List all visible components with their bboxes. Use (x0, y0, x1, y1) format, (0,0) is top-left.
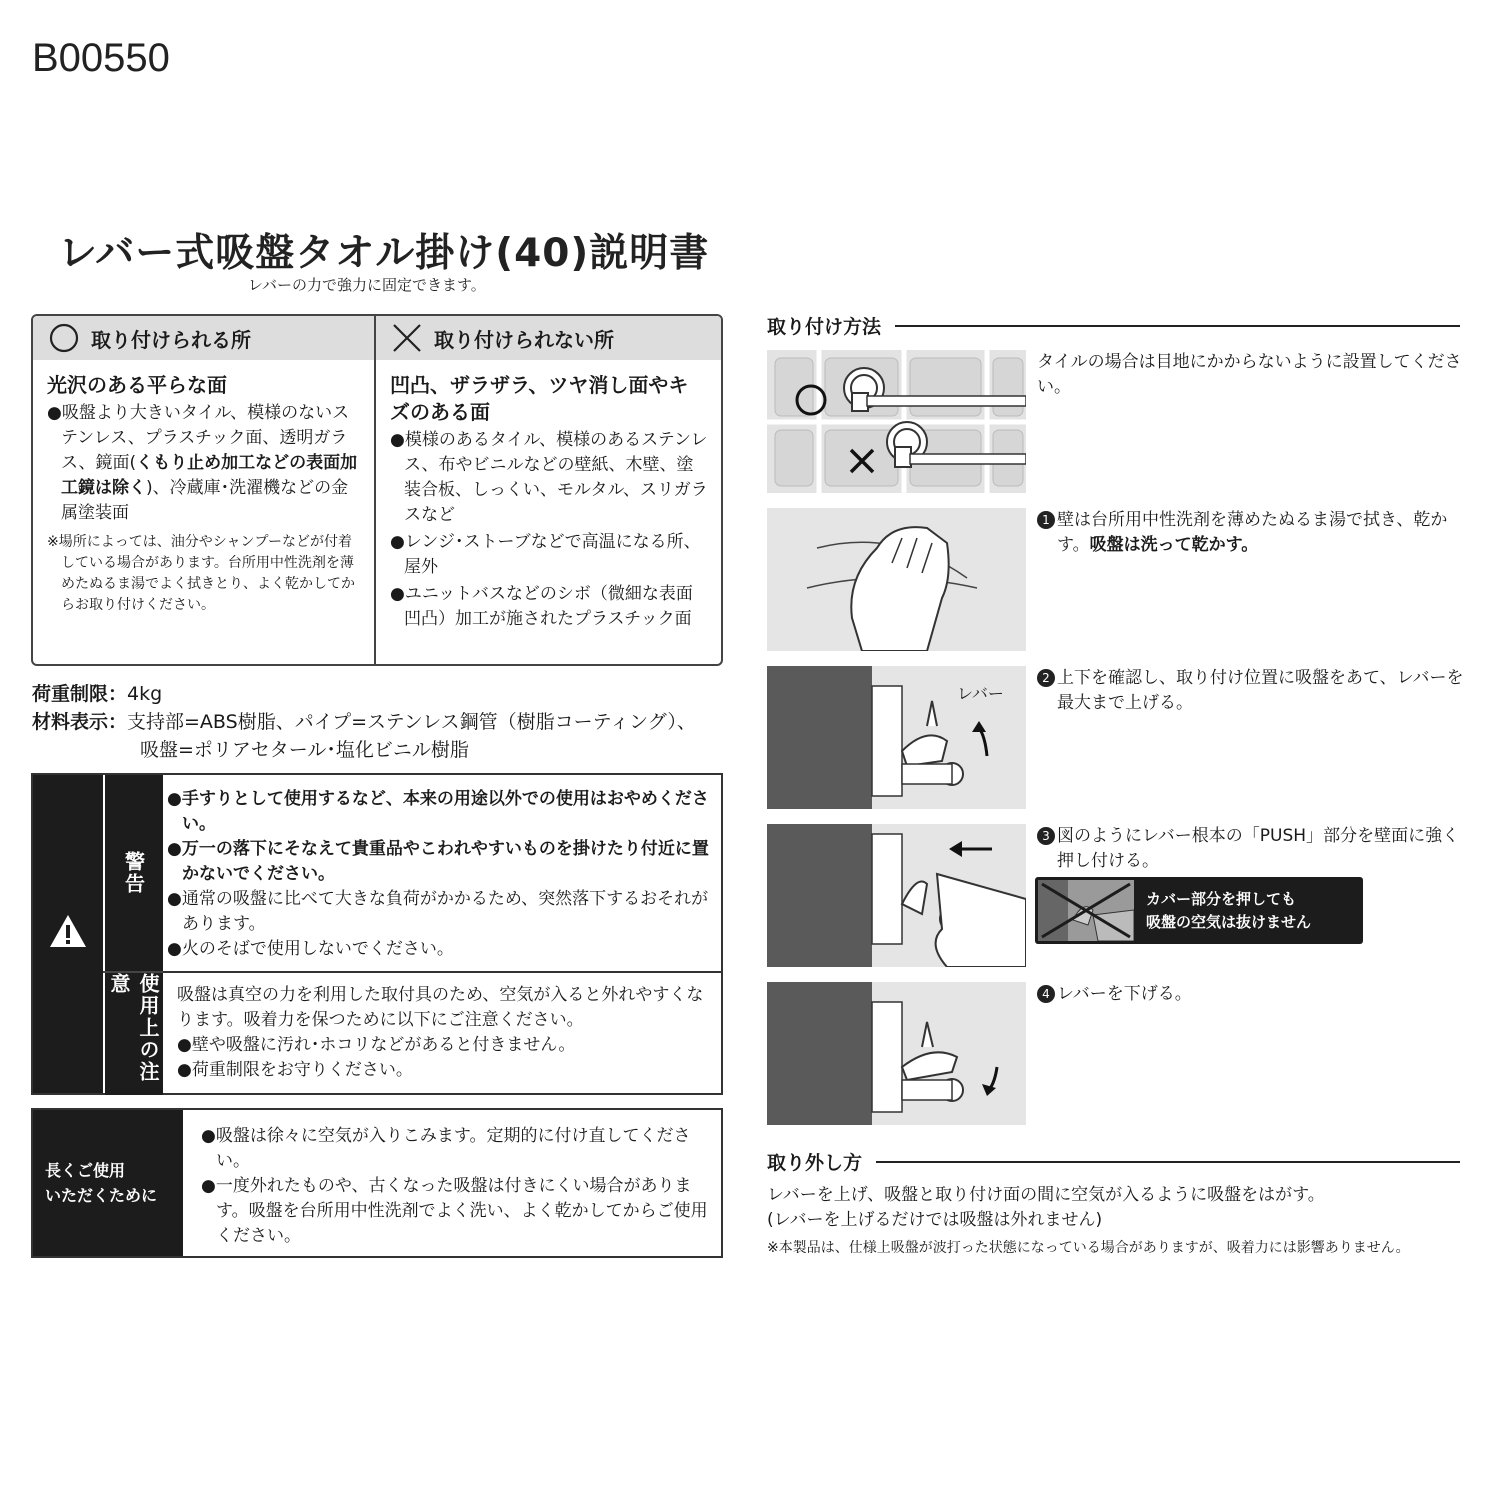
title-rule (895, 325, 1460, 327)
step-1-text (1037, 508, 1467, 558)
install-title-text: 取り付け方法 (767, 316, 882, 338)
removal-line-1: レバーを上げ、吸盤と取り付け面の間に空気が入るように吸盤をはがす。 (767, 1185, 1325, 1205)
step-4-illustration (767, 982, 1026, 1125)
ng-item: ●レンジ･ストーブなどで高温になる所、屋外 (390, 532, 701, 577)
ng-cover-text-line-2: 吸盤の空気は抜けません (1146, 913, 1312, 931)
step-3-text (1037, 824, 1467, 874)
long-use-item: ●一度外れたものや、古くなった吸盤は付きにくい場合があります。吸盤を台所用中性洗剤でよく洗い、よく乾かしてからご使用ください。 (201, 1176, 708, 1246)
step-4-number: 4 (1037, 985, 1055, 1003)
ok-header-label: 取り付けられる所 (91, 327, 251, 352)
product-code: B00550 (32, 36, 170, 80)
ng-item: ●ユニットバスなどのシボ（微細な表面凹凸）加工が施されたプラスチック面 (390, 584, 693, 629)
long-use-label (33, 1110, 183, 1256)
step-2-illustration (767, 666, 1026, 809)
caution-item: ●壁や吸盤に汚れ･ホコリなどがあると付きません。 (177, 1035, 576, 1055)
warning-item: ●通常の吸盤に比べて大きな負荷がかかるため、突然落下するおそれがあります。 (167, 889, 709, 934)
warning-item-text: ●万一の落下にそなえて (167, 839, 352, 859)
circle-icon (49, 323, 79, 353)
long-use-content (201, 1124, 711, 1249)
warning-item-bold: 貴重品やこわれやすいものを掛けたり付近に置かないでください。 (182, 839, 709, 884)
removal-section-title (767, 1148, 1460, 1175)
removal-title-text: 取り外し方 (767, 1152, 863, 1174)
step-2-body: 上下を確認し、取り付け位置に吸盤をあて、レバーを最大まで上げる。 (1057, 668, 1464, 713)
title-rule (876, 1161, 1460, 1163)
long-use-box (31, 1108, 723, 1258)
step-1-number: 1 (1037, 511, 1055, 529)
step-2-number: 2 (1037, 669, 1055, 687)
install-section-title (767, 312, 1460, 339)
ng-cover-badge (1035, 877, 1363, 944)
step-3-illustration (767, 824, 1026, 967)
ok-column (33, 316, 376, 664)
warning-triangle-icon (48, 913, 88, 949)
material-info (32, 708, 696, 736)
ng-column (376, 316, 721, 664)
warning-item (167, 837, 713, 887)
step-3-body: 図のようにレバー根本の「PUSH」部分を壁面に強く押し付ける。 (1057, 826, 1460, 871)
ok-item (33, 399, 374, 526)
section-divider (163, 971, 721, 973)
ok-item-bold: くもり止め加工などの表面加工鏡は除く (61, 453, 358, 498)
removal-line-2: (レバーを上げるだけでは吸盤は外れません) (767, 1210, 1103, 1230)
step-3-number: 3 (1037, 827, 1055, 845)
ok-header (33, 316, 374, 360)
ng-cover-thumbnail (1038, 880, 1134, 941)
ok-subheading: 光沢のある平らな面 (47, 373, 227, 397)
ng-cover-text (1146, 888, 1311, 934)
tile-instruction: タイルの場合は目地にかからないように設置してください。 (1037, 352, 1462, 397)
step-2-text (1037, 666, 1467, 716)
long-use-label-line-2: いただくために (45, 1186, 158, 1205)
mounting-surface-table (31, 314, 723, 666)
warning-label: 警告 (105, 775, 163, 971)
material-line-1: 支持部=ABS樹脂、パイプ=ステンレス鋼管（樹脂コーティング）、 (127, 711, 696, 733)
material-label: 材料表示： (32, 711, 128, 733)
page-subtitle: レバーの力で強力に固定できます。 (248, 276, 486, 294)
step-4-body: レバーを下げる。 (1057, 984, 1192, 1004)
long-use-item: ●吸盤は徐々に空気が入りこみます。定期的に付け直してください。 (201, 1126, 691, 1171)
ng-header (376, 316, 721, 360)
load-limit-label: 荷重制限： (32, 683, 128, 705)
step-1-body: 壁は台所用中性洗剤を薄めたぬるま湯で拭き、乾かす。 (1057, 510, 1448, 555)
caution-intro: 吸盤は真空の力を利用した取付具のため、空気が入ると外れやすくなります。吸着力を保つために以下にご注意ください。 (177, 985, 704, 1030)
warning-sidebar (33, 775, 103, 1093)
caution-content (177, 983, 713, 1083)
ng-item: ●模様のあるタイル、模様のあるステンレス、布やビニルなどの壁紙、木壁、塗装合板、しっくい、モルタル、スリガラスなど (390, 430, 708, 525)
material-line-2: 吸盤=ポリアセタール･塩化ビニル樹脂 (140, 739, 469, 761)
load-limit-value: 4kg (127, 683, 163, 705)
removal-note: ※本製品は、仕様上吸盤が波打った状態になっている場合がありますが、吸着力には影響ありません。 (767, 1240, 1410, 1256)
ok-item-text: ●吸盤より大きいタイル、模様のないステンレス、プラスチック面、透明ガラス、鏡面( (47, 403, 350, 473)
ok-note: ※場所によっては、油分やシャンプーなどが付着している場合があります。台所用中性洗剤を薄めたぬるま湯でよく拭きとり、よく乾かしてからお取り付けください。 (47, 534, 355, 613)
tile-illustration (767, 350, 1026, 493)
step-4-text (1037, 982, 1467, 1007)
ng-header-label: 取り付けられない所 (434, 327, 614, 352)
ng-subheading: 凹凸、ザラザラ、ツヤ消し面やキズのある面 (390, 373, 689, 424)
step-1-bold: 吸盤は洗って乾かす。 (1089, 535, 1259, 555)
caution-label: 使用上の注意 (105, 973, 163, 1095)
warning-item: ●火のそばで使用しないでください。 (167, 939, 454, 959)
load-limit (32, 680, 162, 708)
step-1-illustration (767, 508, 1026, 651)
cross-icon (392, 323, 422, 353)
warning-item: ●手すりとして使用するなど、本来の用途以外での使用はおやめください。 (167, 789, 709, 834)
lever-label: レバー (957, 684, 1004, 703)
ok-item-tail: )、冷蔵庫･洗濯機などの金属塗装面 (61, 478, 349, 523)
caution-item: ●荷重制限をお守りください。 (177, 1060, 413, 1080)
long-use-label-line-1: 長くご使用 (45, 1161, 126, 1180)
page-title: レバー式吸盤タオル掛け(40)説明書 (58, 231, 710, 276)
warning-content (167, 787, 713, 962)
warning-box (31, 773, 723, 1095)
ng-cover-text-line-1: カバー部分を押しても (1146, 890, 1297, 908)
